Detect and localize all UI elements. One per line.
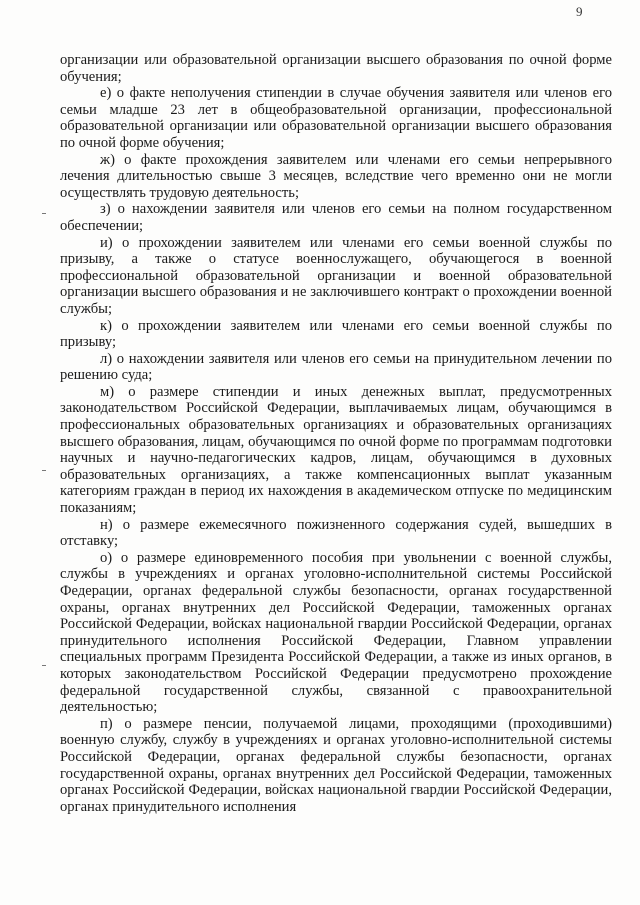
paragraph-continuation: организации или образовательной организации высшего образования по очной форме обучения; bbox=[60, 52, 612, 85]
paragraph-item-z: з) о нахождении заявителя или членов его семьи на полном государственном обеспечении; bbox=[60, 201, 612, 234]
paragraph-item-i: и) о прохождении заявителем или членами его семьи военной службы по призыву, а также о статусе военнослужащего, обучающегося в военной профессиональной образовательной организации и военной образовательной организации высшего образования и не заключившего контракт о прохождении военной службы; bbox=[60, 234, 612, 317]
paragraph-item-l: л) о нахождении заявителя или членов его семьи на принудительном лечении по решению суда; bbox=[60, 350, 612, 384]
scan-mark bbox=[42, 665, 46, 666]
paragraph-item-zh: ж) о факте прохождения заявителем или членами его семьи непрерывного лечения длительностью свыше 3 месяцев, вследствие чего временно они не могли осуществлять трудовую деятельность; bbox=[60, 151, 612, 201]
page-number: 9 bbox=[576, 4, 583, 19]
scan-mark bbox=[42, 213, 46, 214]
paragraph-item-p: п) о размере пенсии, получаемой лицами, проходящими (проходившими) военную службу, службу в учреждениях и органах уголовно-исполнительной системы Российской Федерации, органах федеральной службы безопасности, органах государственной охраны, органах внутренних дел Российской Федерации, таможенных органах Российской Федерации, войсках национальной гвардии Российской Федерации, органах принудительного исполнения bbox=[60, 715, 612, 815]
paragraph-item-k: к) о прохождении заявителем или членами его семьи военной службы по призыву; bbox=[60, 317, 612, 351]
paragraph-item-n: н) о размере ежемесячного пожизненного содержания судей, вышедших в отставку; bbox=[60, 516, 612, 550]
paragraph-item-m: м) о размере стипендии и иных денежных выплат, предусмотренных законодательством Российской Федерации, выплачиваемых лицам, обучающимся в профессиональных образовательных организациях и образовательных организациях высшего образования, лицам, обучающимся по очной форме по программам подготовки научных и научно-педагогических кадров, лицам, обучающимся в духовных образовательных организациях, а также компенсационных выплат указанным категориям граждан в период их нахождения в академическом отпуске по медицинским показаниям; bbox=[60, 383, 612, 517]
paragraph-item-o: о) о размере единовременного пособия при увольнении с военной службы, службы в учреждениях и органах уголовно-исполнительной системы Российской Федерации, органах федеральной службы безопасности, органах государственной охраны, органах внутренних дел Российской Федерации, таможенных органах Российской Федерации, войсках национальной гвардии Российской Федерации, органах принудительного исполнения Российской Федерации, Главном управлении специальных программ Президента Российской Федерации, а также из иных органов, в которых законодательством Российской Федерации предусмотрено прохождение федеральной государственной службы, связанной с правоохранительной деятельностью; bbox=[60, 549, 612, 716]
paragraph-item-e: е) о факте неполучения стипендии в случае обучения заявителя или членов его семьи младше 23 лет в общеобразовательной организации, профессиональной образовательной организации или образовательной организации высшего образования по очной форме обучения; bbox=[60, 85, 612, 151]
document-body bbox=[60, 52, 612, 815]
scan-mark bbox=[42, 470, 46, 471]
